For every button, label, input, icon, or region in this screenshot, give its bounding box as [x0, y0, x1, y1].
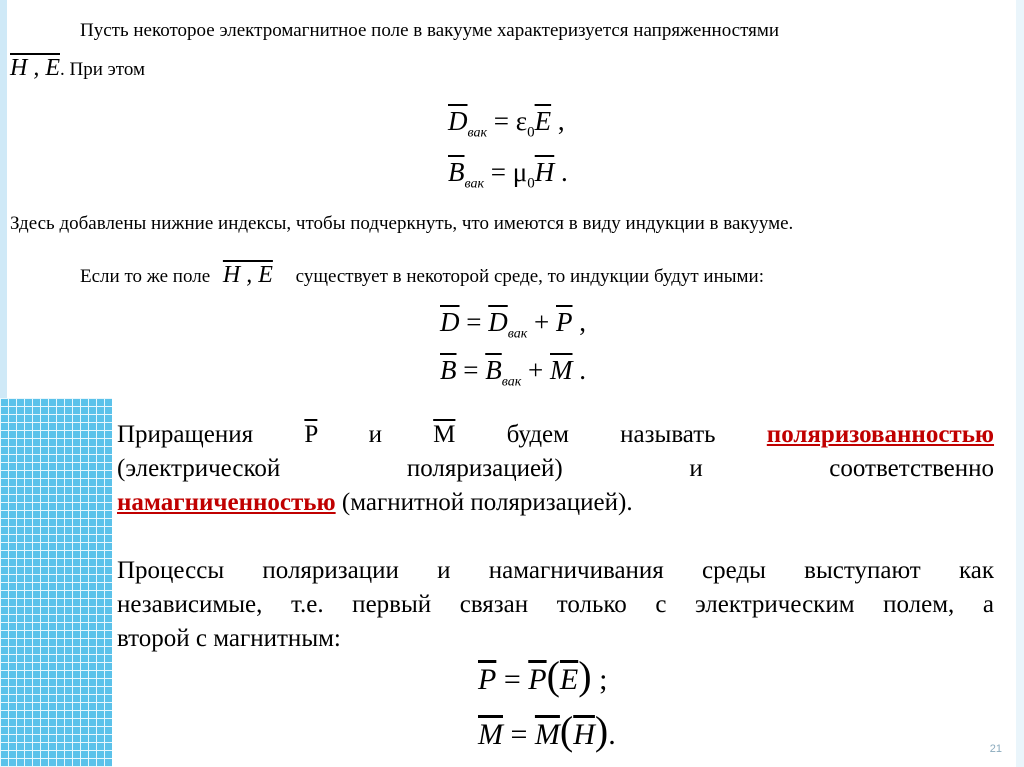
intro-line1: Пусть некоторое электромагнитное поле в вакууме характеризуется напряженностями: [80, 20, 780, 41]
equation-d-medium: $\overline{D} = \overline{D}_{вак} + \overline{P}$ ,: [440, 307, 586, 342]
left-decor-strip: [0, 0, 7, 398]
medium-line: [80, 262, 764, 289]
medium-suffix: существует в некоторой среде, то индукции будут иными:: [295, 266, 765, 287]
intro-vars: H , E: [10, 55, 60, 81]
equation-m-of-h: $\overline{M} = \overline{M}(\overline{H})$.: [478, 708, 616, 753]
left-grid-pattern: [0, 398, 112, 767]
main-text-block: [117, 418, 994, 656]
slide-number: 21: [989, 743, 1002, 755]
right-decor-strip: [1016, 0, 1024, 767]
equation-b-vacuum: $\overline{B}_{вак} = \mu_0\overline{H}$ .: [448, 157, 568, 192]
paragraph2-line2: независимые, т.е. первый связан только с электрическим полем, а: [117, 591, 994, 618]
equation-p-of-e: $\overline{P} = \overline{P}(\overline{E})$ ;: [478, 653, 608, 698]
paragraph2-line3: второй с магнитным:: [117, 625, 341, 652]
paragraph1-line3: намагниченностью (магнитной поляризацией).: [117, 489, 633, 516]
paragraph1-line1: Приращения $\overline{P}$ и $\overline{M}$ будем называть поляризованностью: [117, 421, 995, 448]
paragraph1-line2: (электрической поляризацией) и соответственно: [117, 455, 994, 482]
intro-line2: [10, 55, 145, 82]
subscript-note: Здесь добавлены нижние индексы, чтобы подчеркнуть, что имеются в виду индукции в вакууме.: [10, 213, 794, 234]
paragraph2-line1: Процессы поляризации и намагничивания среды выступают как: [117, 557, 994, 584]
medium-vars: H , E: [222, 262, 273, 288]
equation-b-medium: $\overline{B} = \overline{B}_{вак} + \overline{M}$ .: [440, 355, 586, 390]
equation-d-vacuum: $\overline{D}_{вак} = \varepsilon_0\overline{E}$ ,: [448, 106, 565, 141]
intro-line2-tail: . При этом: [60, 59, 146, 80]
term-magnetization: намагниченностью: [117, 489, 336, 516]
term-polarization: поляризованностью: [766, 421, 995, 448]
medium-prefix: Если то же поле: [80, 266, 211, 287]
